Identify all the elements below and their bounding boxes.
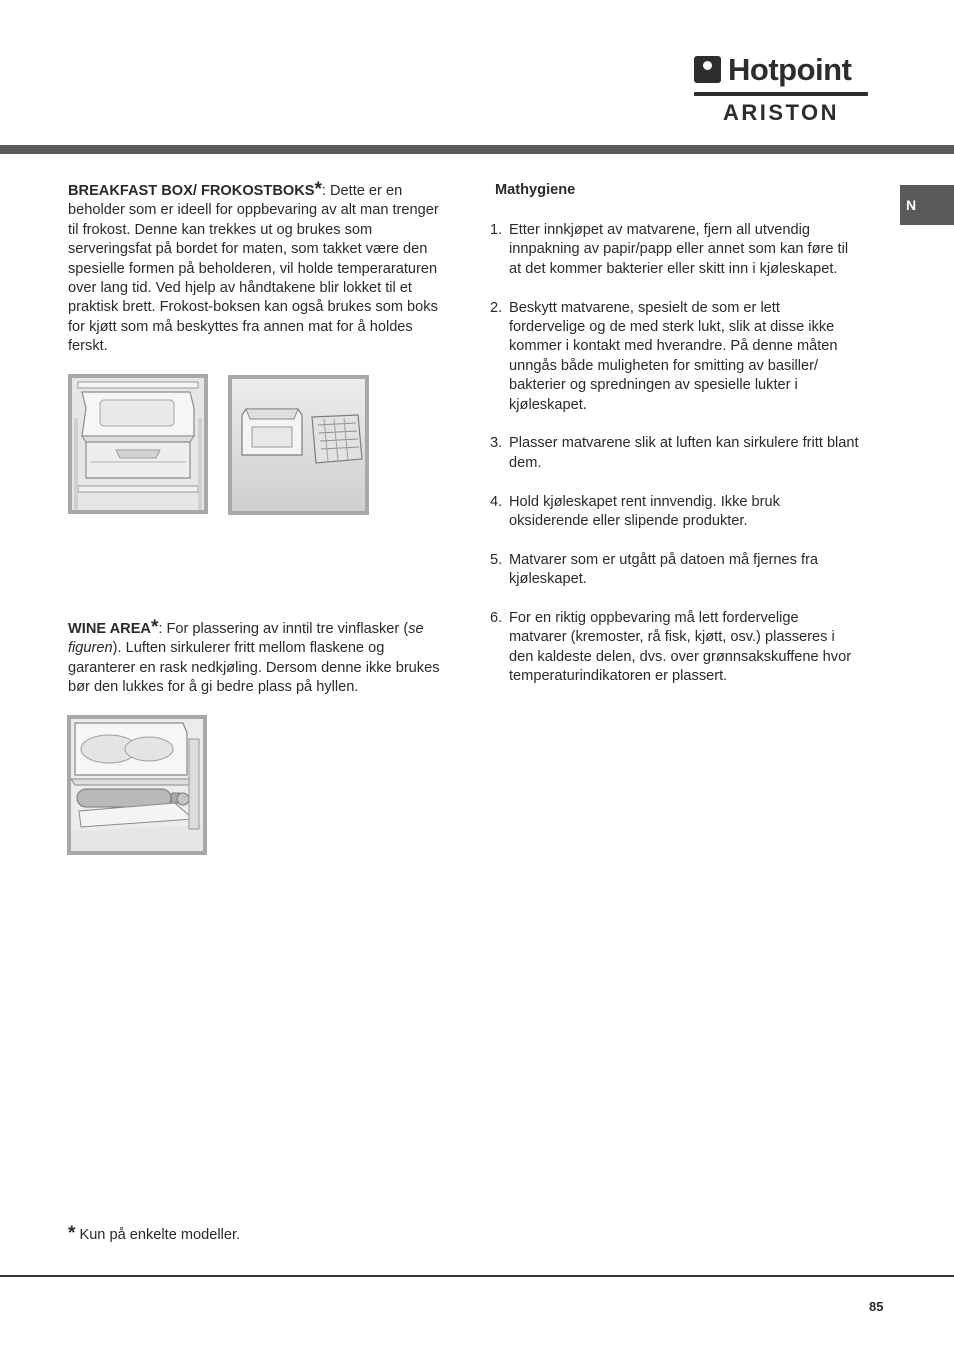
breakfast-box-paragraph bbox=[68, 179, 448, 357]
list-item: 5. Matvarer som er utgått på datoen må fjernes fra kjøleskapet. bbox=[490, 551, 819, 588]
brand-logo-mark-icon bbox=[694, 56, 721, 83]
asterisk-marker: * bbox=[150, 617, 159, 638]
breakfast-box-in-fridge-image bbox=[68, 374, 208, 514]
brand-divider bbox=[694, 92, 868, 96]
brand-name: Hotpoint bbox=[728, 51, 852, 87]
footnote-text: Kun på enkelte modeller. bbox=[75, 1227, 241, 1243]
food-hygiene-list bbox=[488, 221, 860, 687]
list-item: 1. Etter innkjøpet av matvarene, fjern all utvendig innpakning av papir/papp eller annet som kan føre til at det kommer bakterier eller skitt inn i kjøleskapet. bbox=[490, 222, 849, 277]
footer-rule bbox=[0, 1275, 954, 1277]
footnote bbox=[68, 1223, 240, 1245]
breakfast-box-text: : Dette er en beholder som er ideell for oppbevaring av alt man trenger til frokost. Denne kan trekkes ut og brukes som serveringsfat på bordet for maten, som takket være den spesielle formen på beholderen, vil holde temperaraturen over lang tid. Ved hjelp av håndtakene blir lokket til et praktisk brett. Frokost-boksen kan også brukes som boks for kjøtt som må beskyttes fra annen mat for å holdes ferskt. bbox=[68, 183, 439, 355]
header-rule bbox=[0, 145, 954, 154]
wine-area-paragraph bbox=[68, 617, 440, 698]
list-item: 6. For en riktig oppbevaring må lett fordervelige matvarer (kremoster, rå fisk, kjøtt, osv.) plasseres i den kaldeste delen, dvs. over grønnsakskuffene hvor temperaturindikatoren er plassert. bbox=[490, 610, 852, 685]
asterisk-marker: * bbox=[314, 179, 322, 200]
list-item: 2. Beskytt matvarene, spesielt de som er lett fordervelige og de med sterk lukt, slik at disse ikke kommer i kontakt med hverandre. På denne måten unngås både muligheten for smitting av basiller/ bakterier og spredningen av spesielle lukter i kjøleskapet. bbox=[490, 299, 838, 413]
brand-logo bbox=[694, 50, 868, 126]
wine-area-text-end: ). Luften sirkulerer fritt mellom flaskene og garanterer en rask nedkjøling. Dersom denne ikke brukes bør den lukkes for å gi bedre plass på hyllen. bbox=[68, 640, 440, 696]
wine-area-text-start: : For plassering av inntil tre vinflasker ( bbox=[158, 621, 409, 637]
wine-area-image bbox=[67, 715, 207, 855]
asterisk-marker: * bbox=[68, 1223, 76, 1244]
wine-area-heading: WINE AREA bbox=[68, 621, 151, 637]
breakfast-box-and-tray-image bbox=[228, 375, 369, 515]
list-item: 3. Plasser matvarene slik at luften kan sirkulere fritt blant dem. bbox=[490, 435, 859, 471]
breakfast-box-heading: BREAKFAST BOX/ FROKOSTBOKS bbox=[68, 183, 315, 199]
food-hygiene-title: Mathygiene bbox=[495, 182, 576, 198]
list-item: 4. Hold kjøleskapet rent innvendig. Ikke bruk oksiderende eller slipende produkter. bbox=[490, 493, 780, 530]
brand-subname: ARISTON bbox=[722, 100, 840, 125]
wine-area-figure-reference: se figuren bbox=[68, 621, 424, 657]
page-number: 85 bbox=[869, 1299, 884, 1314]
language-tab: N bbox=[900, 185, 954, 225]
